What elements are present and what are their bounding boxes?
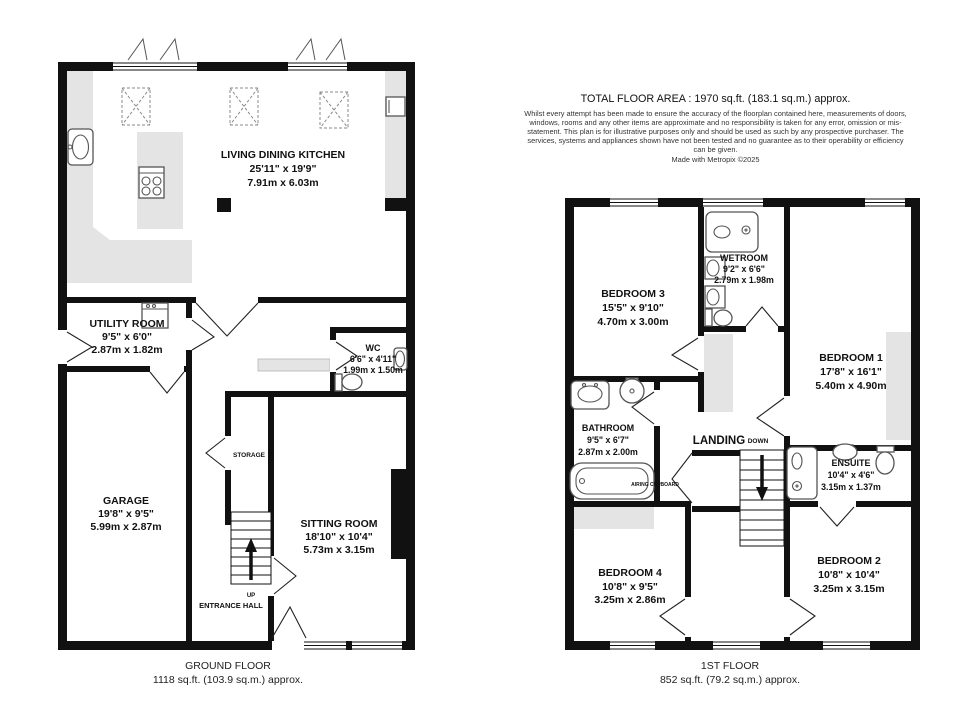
room-metric: 2.87m x 2.00m xyxy=(578,447,638,457)
landing-passage-floor xyxy=(704,334,733,412)
room-metric: 3.25m x 3.15m xyxy=(813,583,885,595)
room-metric: 7.91m x 6.03m xyxy=(247,177,319,189)
bedroom2-door xyxy=(790,599,815,635)
skylight-icon xyxy=(122,88,150,125)
ground-floor-area: 1118 sq.ft. (103.9 sq.m.) approx. xyxy=(152,674,304,687)
rooflight-icon xyxy=(160,39,179,60)
total-floor-area: TOTAL FLOOR AREA : 1970 sq.ft. (183.1 sq.m.) approx. xyxy=(580,93,851,105)
wetroom-toilet-icon xyxy=(705,309,732,326)
room-label-bedroom-4 xyxy=(594,567,665,606)
room-imperial: 6'6" x 4'11" xyxy=(349,354,397,364)
ground-floor-plan xyxy=(58,39,415,650)
hall-unit xyxy=(258,359,330,371)
airing-cupboard-label: AIRING CUPBOARD xyxy=(631,482,679,488)
ensuite-toilet-icon xyxy=(876,446,894,474)
room-label-wc xyxy=(343,343,403,375)
room-imperial: 17'8" x 16'1" xyxy=(820,366,882,378)
ensuite-door xyxy=(820,507,854,526)
ensuite-shower-icon xyxy=(787,447,817,499)
wetroom-shower-icon xyxy=(706,212,758,252)
bedroom3-door xyxy=(672,338,698,370)
room-label-bedroom-3 xyxy=(597,288,668,328)
room-name: ENSUITE xyxy=(831,458,871,468)
window xyxy=(352,641,402,650)
wetroom-basin-icon xyxy=(705,286,725,308)
room-imperial: 15'5" x 9'10" xyxy=(602,302,664,314)
room-imperial: 9'5" x 6'0" xyxy=(102,331,152,343)
airing-cupboard-door xyxy=(672,453,692,503)
pedestal-basin-icon xyxy=(620,378,644,403)
room-metric: 5.40m x 4.90m xyxy=(815,380,887,392)
window xyxy=(610,641,655,650)
room-imperial: 10'8" x 9'5" xyxy=(602,581,658,593)
first-floor-title: 1ST FLOOR xyxy=(700,660,760,672)
utility-door xyxy=(192,320,214,350)
front-door xyxy=(272,607,306,638)
ground-floor-title: GROUND FLOOR xyxy=(185,660,271,672)
up-label: UP xyxy=(246,593,256,599)
room-name: GARAGE xyxy=(102,495,150,507)
hob-icon xyxy=(139,167,164,198)
fireplace xyxy=(391,469,406,559)
disclaimer-text: Whilst every attempt has been made to ensure the accuracy of the floorplan contained here, measurements of doors, windows, rooms and any other items are approximate and no responsibility is taken for any error, omission or mis-statement. This plan is for illustrative purposes only and should be used as such by any prospective purchaser. The services, systems and appliances shown have not been tested and no guarantee as to their operability or efficiency can be given. xyxy=(524,109,907,155)
room-label-garage xyxy=(90,495,161,533)
first-floor-area: 852 sq.ft. (79.2 sq.m.) approx. xyxy=(659,674,801,687)
room-metric: 2.87m x 1.82m xyxy=(91,344,163,356)
down-label: DOWN xyxy=(747,438,769,445)
bathroom-basin-icon xyxy=(571,381,609,409)
room-name: BEDROOM 4 xyxy=(598,567,662,579)
room-imperial: 9'2" x 6'6" xyxy=(723,264,765,274)
bath-icon xyxy=(570,463,654,499)
room-name: UTILITY ROOM xyxy=(89,318,165,330)
room-imperial: 18'10" x 10'4" xyxy=(305,531,373,543)
room-name: LIVING DINING KITCHEN xyxy=(220,149,346,161)
stairs-down xyxy=(740,450,784,546)
window xyxy=(113,62,197,71)
room-label-living-dining-kitchen xyxy=(221,149,345,189)
room-label-utility-room xyxy=(89,318,164,356)
bedroom1-wardrobe xyxy=(886,332,911,440)
room-metric: 4.70m x 3.00m xyxy=(597,316,669,328)
room-metric: 3.15m x 1.37m xyxy=(821,482,881,492)
skylight-icon xyxy=(230,88,258,125)
bedroom1-door xyxy=(757,398,784,436)
skylight-icon xyxy=(320,92,348,128)
storage-label: STORAGE xyxy=(232,452,266,459)
skylights xyxy=(122,88,348,128)
window xyxy=(713,641,760,650)
oven-icon xyxy=(386,97,405,116)
window xyxy=(865,198,905,207)
wetroom-door xyxy=(746,307,778,326)
garage-door xyxy=(150,372,184,393)
room-imperial: 19'8" x 9'5" xyxy=(98,508,154,520)
room-label-sitting-room xyxy=(301,518,378,556)
window xyxy=(610,198,658,207)
room-label-wetroom xyxy=(714,253,774,285)
landing-label: LANDING xyxy=(692,435,746,447)
room-metric: 2.79m x 1.98m xyxy=(714,275,774,285)
wc-toilet-icon xyxy=(335,374,362,391)
room-metric: 1.99m x 1.50m xyxy=(343,365,403,375)
entrance-hall-label: ENTRANCE HALL xyxy=(199,601,263,610)
stairs-up xyxy=(231,512,271,584)
rooflight-icon xyxy=(326,39,345,60)
rooflight-icon xyxy=(128,39,147,60)
window xyxy=(288,62,347,71)
utility-external-door xyxy=(67,332,92,362)
kitchen-sink-icon xyxy=(68,129,93,165)
bedroom4-wardrobe xyxy=(574,507,654,529)
room-imperial: 9'5" x 6'7" xyxy=(587,435,629,445)
window xyxy=(823,641,870,650)
room-imperial: 10'4" x 4'6" xyxy=(827,470,875,480)
storage-door xyxy=(206,438,225,468)
window xyxy=(703,198,763,207)
room-label-bedroom-1 xyxy=(815,352,886,392)
room-imperial: 10'8" x 10'4" xyxy=(818,569,880,581)
room-metric: 3.25m x 2.86m xyxy=(594,594,666,606)
room-name: BEDROOM 1 xyxy=(819,352,883,364)
room-name: BEDROOM 2 xyxy=(817,555,881,567)
first-floor-plan xyxy=(565,198,920,650)
room-metric: 5.73m x 3.15m xyxy=(303,544,375,556)
room-metric: 5.99m x 2.87m xyxy=(90,521,162,533)
ground-floor-caption xyxy=(58,659,398,687)
metropix-credit: Made with Metropix ©2025 xyxy=(671,155,760,165)
rooflight-icon xyxy=(296,39,315,60)
kitchen-double-door xyxy=(196,303,258,336)
room-name: WETROOM xyxy=(720,253,768,263)
sitting-room-door xyxy=(274,558,296,594)
room-imperial: 25'11" x 19'9" xyxy=(249,163,317,175)
room-name: BATHROOM xyxy=(581,423,635,433)
room-name: WC xyxy=(365,343,381,353)
first-floor-caption xyxy=(563,659,897,687)
window xyxy=(304,641,346,650)
room-label-bedroom-2 xyxy=(813,555,884,595)
room-label-bathroom xyxy=(578,423,638,457)
kitchen-column xyxy=(217,198,231,212)
room-label-ensuite xyxy=(821,458,881,492)
room-name: SITTING ROOM xyxy=(300,518,378,530)
room-name: BEDROOM 3 xyxy=(601,288,665,300)
